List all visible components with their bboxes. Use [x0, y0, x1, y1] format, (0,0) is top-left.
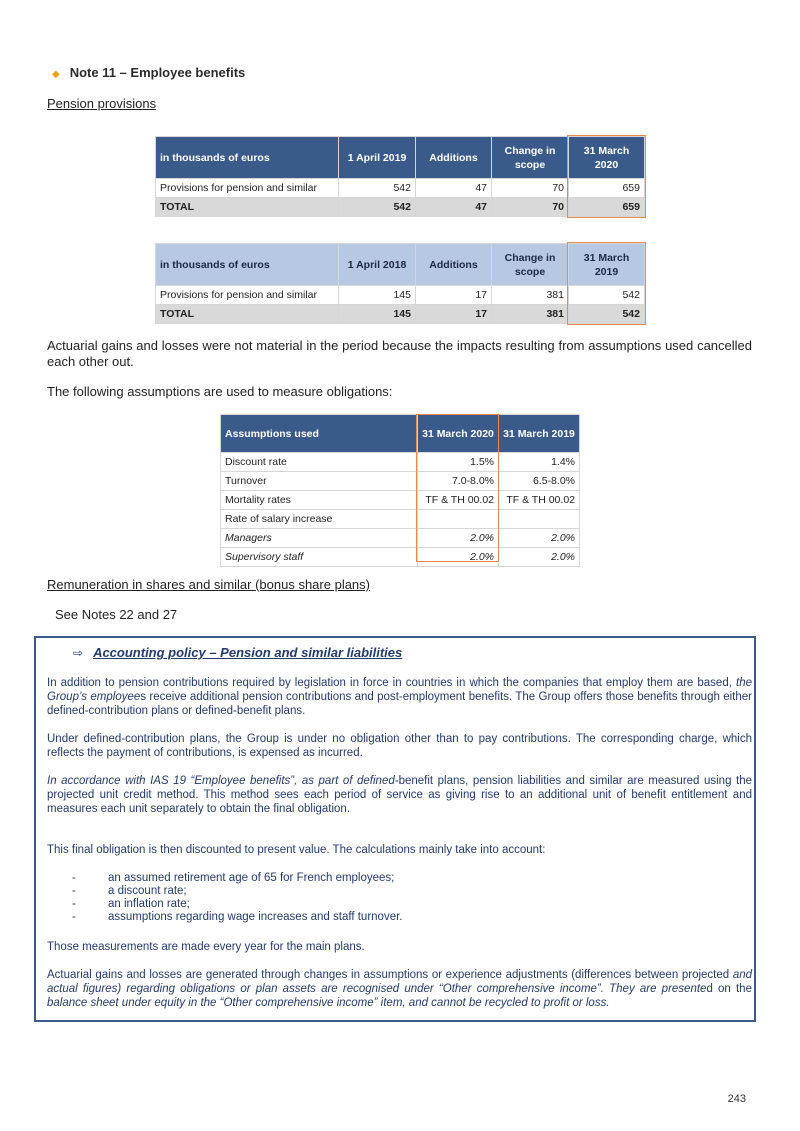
cell	[418, 510, 499, 529]
table-header: 1 April 2019	[339, 137, 416, 179]
note-title	[52, 65, 245, 80]
cell: 2.0%	[418, 529, 499, 548]
list-item: - an inflation rate;	[72, 898, 190, 910]
cell: 7.0-8.0%	[418, 472, 499, 491]
table-row	[221, 491, 580, 510]
table-header: Change in scope	[492, 244, 569, 286]
cell: 542	[569, 286, 645, 305]
remuneration-heading: Remuneration in shares and similar (bonus share plans)	[47, 577, 370, 592]
assumptions-table	[220, 414, 580, 567]
assumptions-intro: The following assumptions are used to measure obligations:	[47, 384, 393, 399]
list-item-text: assumptions regarding wage increases and staff turnover.	[108, 911, 403, 923]
cell: 659	[569, 198, 645, 217]
policy-paragraph: Under defined-contribution plans, the Group is under no obligation other than to pay contributions. The corresponding charge, which reflects the payment of contributions, is expensed as incurred.	[47, 733, 752, 759]
table-header: Additions	[416, 137, 492, 179]
list-item-text: an inflation rate;	[108, 898, 190, 910]
cell: 542	[339, 198, 416, 217]
table-row	[221, 453, 580, 472]
text-span: In accordance with IAS 19 “Employee benefits”, as part of defined-	[47, 775, 399, 787]
table-header: in thousands of euros	[156, 137, 339, 179]
row-label: Turnover	[221, 472, 418, 491]
total-row	[156, 305, 645, 324]
table-row	[221, 548, 580, 567]
cell: 542	[569, 305, 645, 324]
arrow-right-icon: ⇨	[73, 646, 84, 660]
actuarial-paragraph: Actuarial gains and losses were not material in the period because the impacts resulting from assumptions used cancelled each other out.	[47, 338, 752, 369]
cell: 17	[416, 305, 492, 324]
text-span: s receive additional pension contributions and post-employment benefits. The Group offers those benefits through either defined-contribution plans or defined-benefit plans.	[47, 691, 752, 717]
cell: TF & TH 00.02	[499, 491, 580, 510]
row-label: Provisions for pension and similar	[156, 179, 339, 198]
list-item-text: a discount rate;	[108, 885, 187, 897]
table-header: in thousands of euros	[156, 244, 339, 286]
pension-heading: Pension provisions	[47, 96, 157, 111]
cell: TF & TH 00.02	[418, 491, 499, 510]
table-header: Change in scope	[492, 137, 569, 179]
policy-bullet-list	[72, 872, 732, 924]
text-span: In addition to pension contributions required by legislation in force in countries in which the companies that employ them are based,	[47, 677, 736, 689]
table-header: Additions	[416, 244, 492, 286]
table-header: 31 March 2020	[418, 415, 499, 453]
cell: 70	[492, 198, 569, 217]
cell: 381	[492, 286, 569, 305]
page-number: 243	[727, 1093, 746, 1105]
cell	[499, 510, 580, 529]
table-row	[221, 529, 580, 548]
row-label: Managers	[221, 529, 418, 548]
pension-table-2019	[155, 243, 645, 324]
policy-paragraph	[47, 774, 752, 816]
total-row	[156, 198, 645, 217]
policy-paragraph: This final obligation is then discounted to present value. The calculations mainly take into account:	[47, 844, 546, 856]
table-row	[221, 472, 580, 491]
row-label: Rate of salary increase	[221, 510, 418, 529]
row-label: Supervisory staff	[221, 548, 418, 567]
policy-paragraph: Those measurements are made every year for the main plans.	[47, 941, 365, 953]
cell: 659	[569, 179, 645, 198]
text-span: benefit plans, pension liabilities and similar are measured using the projected unit credit method. This method sees each period of service as giving rise to an additional unit of benefit entitlement and measures each unit separately to obtain the final obligation.	[47, 775, 752, 815]
note-title-text: Note 11 – Employee benefits	[69, 65, 246, 80]
total-label: TOTAL	[156, 198, 339, 217]
row-label: Mortality rates	[221, 491, 418, 510]
policy-paragraph	[47, 968, 752, 1010]
row-label: Discount rate	[221, 453, 418, 472]
cell: 2.0%	[499, 548, 580, 567]
policy-title: Accounting policy – Pension and similar liabilities	[93, 645, 403, 660]
table-header: 31 March 2019	[499, 415, 580, 453]
table-row	[156, 179, 645, 198]
diamond-bullet-icon: ◆	[52, 69, 60, 80]
table-header: 1 April 2018	[339, 244, 416, 286]
pension-table-2020	[155, 136, 645, 217]
list-item: - a discount rate;	[72, 885, 187, 897]
cell: 17	[416, 286, 492, 305]
cell: 381	[492, 305, 569, 324]
table-row	[221, 510, 580, 529]
policy-paragraph	[47, 676, 752, 718]
cell: 2.0%	[418, 548, 499, 567]
row-label: Provisions for pension and similar	[156, 286, 339, 305]
table-row	[156, 286, 645, 305]
cell: 542	[339, 179, 416, 198]
cell: 1.4%	[499, 453, 580, 472]
see-notes: See Notes 22 and 27	[55, 607, 178, 622]
list-item: - assumptions regarding wage increases and staff turnover.	[72, 911, 403, 923]
table-header: 31 March 2020	[569, 137, 645, 179]
policy-heading	[73, 646, 402, 661]
cell: 145	[339, 305, 416, 324]
text-span: Actuarial gains and losses are generated through changes in assumptions or experience adjustments (differences between projected	[47, 969, 733, 981]
total-label: TOTAL	[156, 305, 339, 324]
list-item: - an assumed retirement age of 65 for French employees;	[72, 872, 395, 884]
table-header: Assumptions used	[221, 415, 418, 453]
cell: 70	[492, 179, 569, 198]
text-span: balance sheet under equity in the “Other comprehensive income” item, and cannot be recycled to profit or loss.	[47, 997, 610, 1009]
cell: 6.5-8.0%	[499, 472, 580, 491]
cell: 1.5%	[418, 453, 499, 472]
list-item-text: an assumed retirement age of 65 for French employees;	[108, 872, 395, 884]
cell: 47	[416, 179, 492, 198]
text-span: d on the	[706, 983, 752, 995]
cell: 2.0%	[499, 529, 580, 548]
text-span: the Group’s employee	[47, 677, 752, 703]
text-span: and actual figures) regarding obligations or plan assets are recognised under “Other comprehensive income”. They are presente	[47, 969, 752, 995]
cell: 145	[339, 286, 416, 305]
table-header: 31 March 2019	[569, 244, 645, 286]
cell: 47	[416, 198, 492, 217]
